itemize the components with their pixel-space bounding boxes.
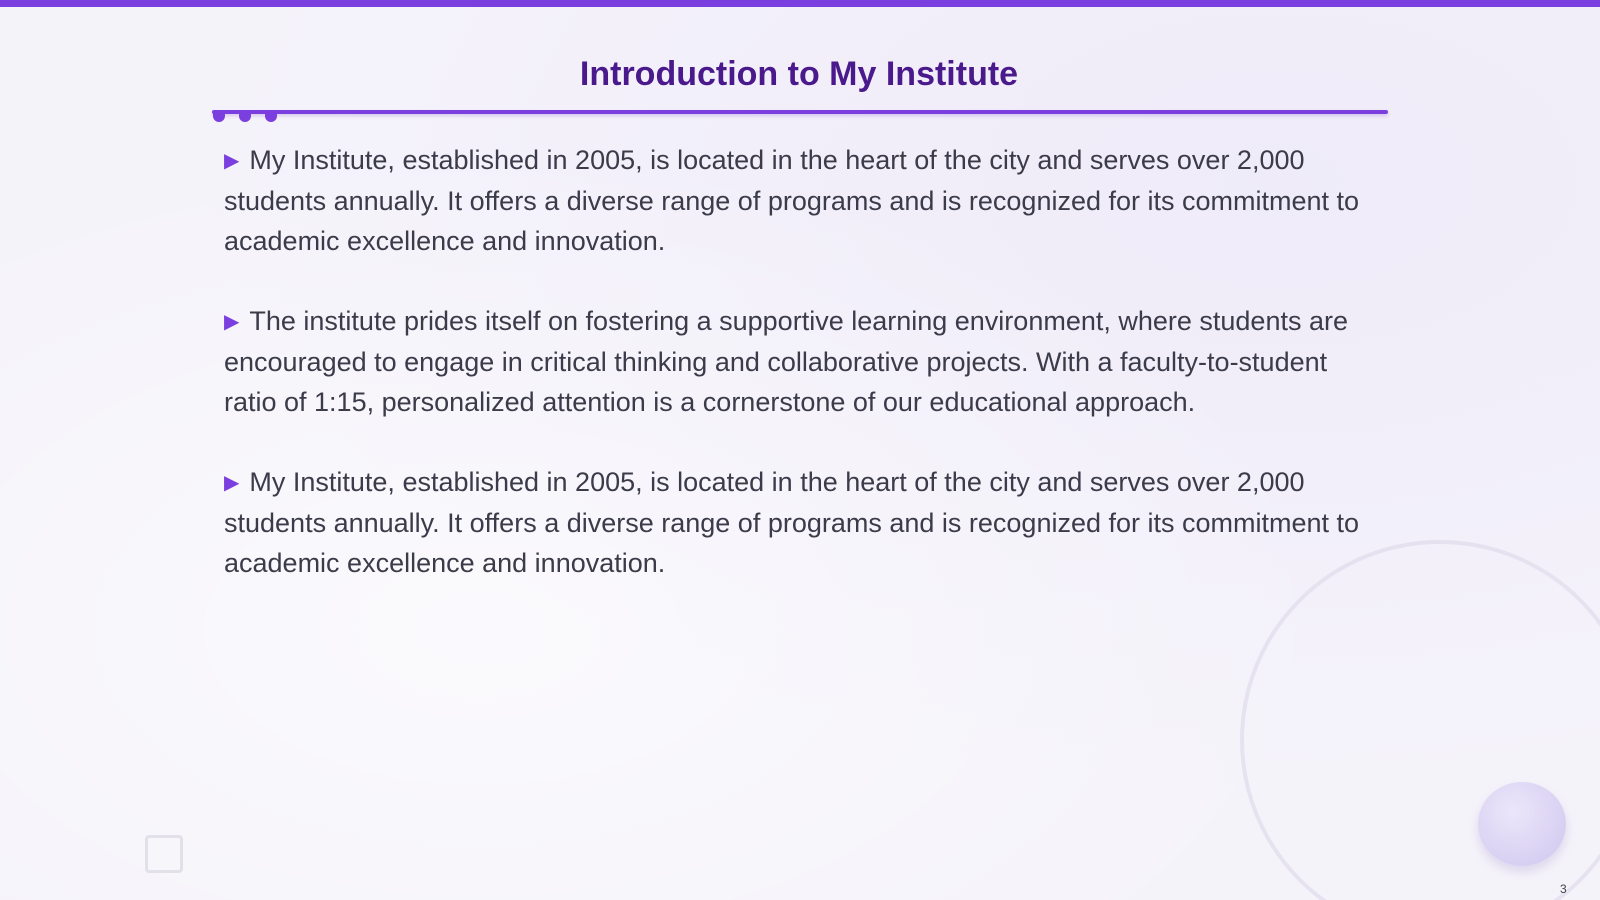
title-dot-decoration [213, 113, 225, 122]
title-dot-decoration [239, 113, 251, 122]
bullet-item [224, 140, 1384, 261]
bullet-text: My Institute, established in 2005, is located in the heart of the city and serves over 2,000 students annually. It offers a diverse range of programs and is recognized for its commitment to academic excellence and innovation. [224, 145, 1360, 256]
bullet-item [224, 301, 1384, 422]
bullet-text: My Institute, established in 2005, is located in the heart of the city and serves over 2,000 students annually. It offers a diverse range of programs and is recognized for its commitment to academic excellence and innovation. [224, 467, 1360, 578]
bullet-text: The institute prides itself on fostering a supportive learning environment, where students are encouraged to engage in critical thinking and collaborative projects. With a faculty-to-student ratio of 1:15, personalized attention is a cornerstone of our educational approach. [224, 306, 1348, 417]
triangle-bullet-icon: ▶ [224, 150, 240, 172]
slide-title: Introduction to My Institute [579, 55, 1019, 93]
decorative-circle-blob [1478, 782, 1566, 866]
top-accent-bar [0, 0, 1600, 7]
title-underline [212, 110, 1388, 114]
bullet-item [224, 462, 1384, 583]
bullet-list [224, 140, 1384, 623]
decorative-square-outline [145, 835, 183, 873]
triangle-bullet-icon: ▶ [224, 311, 240, 333]
page-number: 3 [1560, 882, 1567, 896]
triangle-bullet-icon: ▶ [224, 472, 240, 494]
title-dot-decoration [265, 113, 277, 122]
